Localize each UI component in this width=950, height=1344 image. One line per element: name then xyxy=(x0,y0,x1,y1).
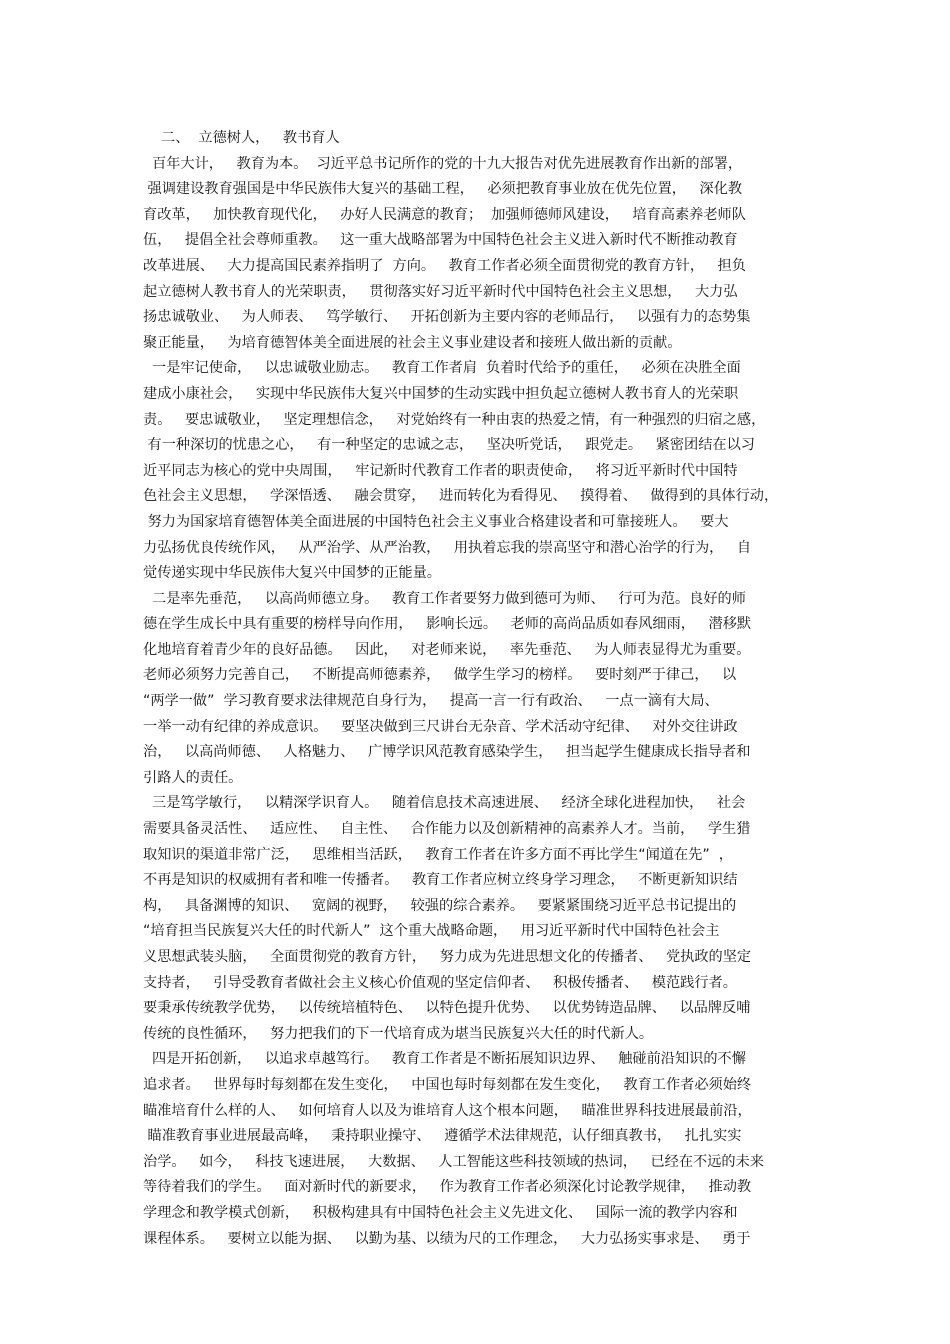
text-line: 二是率先垂范， 以高尚师德立身。 教育工作者要努力做到德可为师、 行可为范。良好的师 xyxy=(143,590,746,607)
text-line: 改革进展、 大力提高国民素养指明了 方向。 教育工作者必须全面贯彻党的教育方针， 担负 xyxy=(143,257,746,274)
text-line: 构， 具备渊博的知识、 宽阔的视野， 较强的综合素养。 要紧紧围绕习近平总书记提出的 xyxy=(143,897,737,914)
text-line: 扬忠诚敬业、 为人师表、 笃学敏行、 开拓创新为主要内容的老师品行， 以强有力的态势集 xyxy=(143,309,751,326)
text-line: 化地培育着青少年的良好品德。 因此， 对老师来说， 率先垂范、 为人师表显得尤为重要。 xyxy=(143,641,751,658)
text-line: 强调建设教育强国是中华民族伟大复兴的基础工程， 必须把教育事业放在优先位置， 深化教 xyxy=(143,181,743,198)
text-line: 学理念和教学模式创新， 积极构建具有中国特色社会主义先进文化、 国际一流的教学内容和 xyxy=(143,1204,738,1221)
text-line: 四是开拓创新， 以追求卓越笃行。 教育工作者是不断拓展知识边界、 触碰前沿知识的不懈 xyxy=(143,1051,746,1068)
text-line: 治学。 如今， 科技飞速进展， 大数据、 人工智能这些科技领域的热词， 已经在不远的未来 xyxy=(143,1153,764,1170)
text-line: 建成小康社会， 实现中华民族伟大复兴中国梦的生动实践中担负起立德树人教书育人的光荣职 xyxy=(143,385,739,402)
text-line: 引路人的责任。 xyxy=(143,769,243,786)
text-line: 力弘扬优良传统作风， 从严治学、从严治教， 用执着忘我的崇高坚守和潜心治学的行为， 自 xyxy=(143,539,752,556)
text-line: 等待着我们的学生。 面对新时代的新要求， 作为教育工作者必须深化讨论教学规律， 推动教 xyxy=(143,1179,752,1196)
text-line: “培育担当民族复兴大任的时代新人” 这个重大战略命题， 用习近平新时代中国特色社会主 xyxy=(143,923,720,940)
text-line: 不再是知识的权威拥有者和唯一传播者。 教育工作者应树立终身学习理念， 不断更新知识结 xyxy=(143,872,738,889)
text-line: 百年大计， 教育为本。 习近平总书记所作的党的十九大报告对优先进展教育作出新的部署， xyxy=(143,155,743,172)
text-line: 努力为国家培育德智体美全面进展的中国特色社会主义事业合格建设者和可靠接班人。 要大 xyxy=(143,513,729,530)
text-line: 治， 以高尚师德、 人格魅力、 广博学识风范教育感染学生， 担当起学生健康成长指导者和 xyxy=(143,744,751,761)
text-line: 聚正能量， 为培育德智体美全面进展的社会主义事业建设者和接班人做出新的贡献。 xyxy=(143,334,682,351)
text-line: 觉传递实现中华民族伟大复兴中国梦的正能量。 xyxy=(143,565,441,582)
section-heading: 二、 立德树人， 教书育人 xyxy=(143,130,340,146)
text-line: 三是笃学敏行， 以精深学识育人。 随着信息技术高速进展、 经济全球化进程加快， 社会 xyxy=(143,795,746,812)
text-line: 取知识的渠道非常广泛， 思维相当活跃， 教育工作者在许多方面不再比学生“闻道在先” ， xyxy=(143,846,733,863)
text-line: 老师必须努力完善自己， 不断提高师德素养， 做学生学习的榜样。 要时刻严于律己， 以 xyxy=(143,667,737,684)
text-line: 近平同志为核心的党中央周围， 牢记新时代教育工作者的职责使命， 将习近平新时代中国特 xyxy=(143,462,738,479)
document-body xyxy=(143,126,818,1252)
text-line: 支持者， 引导受教育者做社会主义核心价值观的坚定信仰者、 积极传播者、 模范践行者。 xyxy=(143,974,737,991)
text-line: 需要具备灵活性、 适应性、 自主性、 合作能力以及创新精神的高素养人才。当前， 学生猎 xyxy=(143,821,751,838)
text-line: 有一种深切的忧患之心， 有一种坚定的忠诚之志， 坚决听党话， 跟党走。 紧密团结在以习 xyxy=(143,437,755,454)
text-line: 一举一动有纪律的养成意识。 要坚决做到三尺讲台无杂音、学术活动守纪律、 对外交往讲政 xyxy=(143,718,738,735)
text-line: 育改革， 加快教育现代化， 办好人民满意的教育； 加强师德师风建设， 培育高素养老师队 xyxy=(143,206,746,223)
text-line: 瞄准培育什么样的人、 如何培育人以及为谁培育人这个根本问题， 瞄准世界科技进展最前沿， xyxy=(143,1102,752,1119)
text-line: 责。 要忠诚敬业， 坚定理想信念， 对党始终有一种由衷的热爱之情，有一种强烈的归宿之感， xyxy=(143,411,766,428)
text-line: 传统的良性循环， 努力把我们的下一代培育成为堪当民族复兴大任的时代新人。 xyxy=(143,1025,654,1042)
text-line: 要秉承传统教学优势， 以传统培植特色、 以特色提升优势、 以优势铸造品牌、 以品牌反哺 xyxy=(143,1000,751,1017)
text-line: 瞄准教育事业进展最高峰， 秉持职业操守、 遵循学术法律规范，认仔细真教书， 扎扎实实 xyxy=(143,1128,742,1145)
text-line: 德在学生成长中具有重要的榜样导向作用， 影响长远。 老师的高尚品质如春风细雨， 潜移默 xyxy=(143,616,752,633)
text-line: 起立德树人教书育人的光荣职责， 贯彻落实好习近平新时代中国特色社会主义思想， 大力弘 xyxy=(143,283,738,300)
text-line: “两学一做” 学习教育要求法律规范自身行为， 提高一言一行有政治、 一点一滴有大局、 xyxy=(143,693,719,710)
text-line: 课程体系。 要树立以能为据、 以勤为基、以绩为尺的工作理念， 大力弘扬实事求是、 勇于 xyxy=(143,1230,751,1247)
text-line: 伍， 提倡全社会尊师重教。 这一重大战略部署为中国特色社会主义进入新时代不断推动教育 xyxy=(143,232,738,249)
text-line: 色社会主义思想， 学深悟透、 融会贯穿， 进而转化为看得见、 摸得着、 做得到的具体行动， xyxy=(143,488,779,505)
text-line: 义思想武装头脑， 全面贯彻党的教育方针， 努力成为先进思想文化的传播者、 党执政的坚定 xyxy=(143,949,752,965)
text-line: 追求者。 世界每时每刻都在发生变化， 中国也每时每刻都在发生变化， 教育工作者必须始终 xyxy=(143,1076,752,1093)
text-line: 一是牢记使命， 以忠诚敬业励志。 教育工作者肩 负着时代给予的重任， 必须在决胜全面 xyxy=(143,360,741,377)
